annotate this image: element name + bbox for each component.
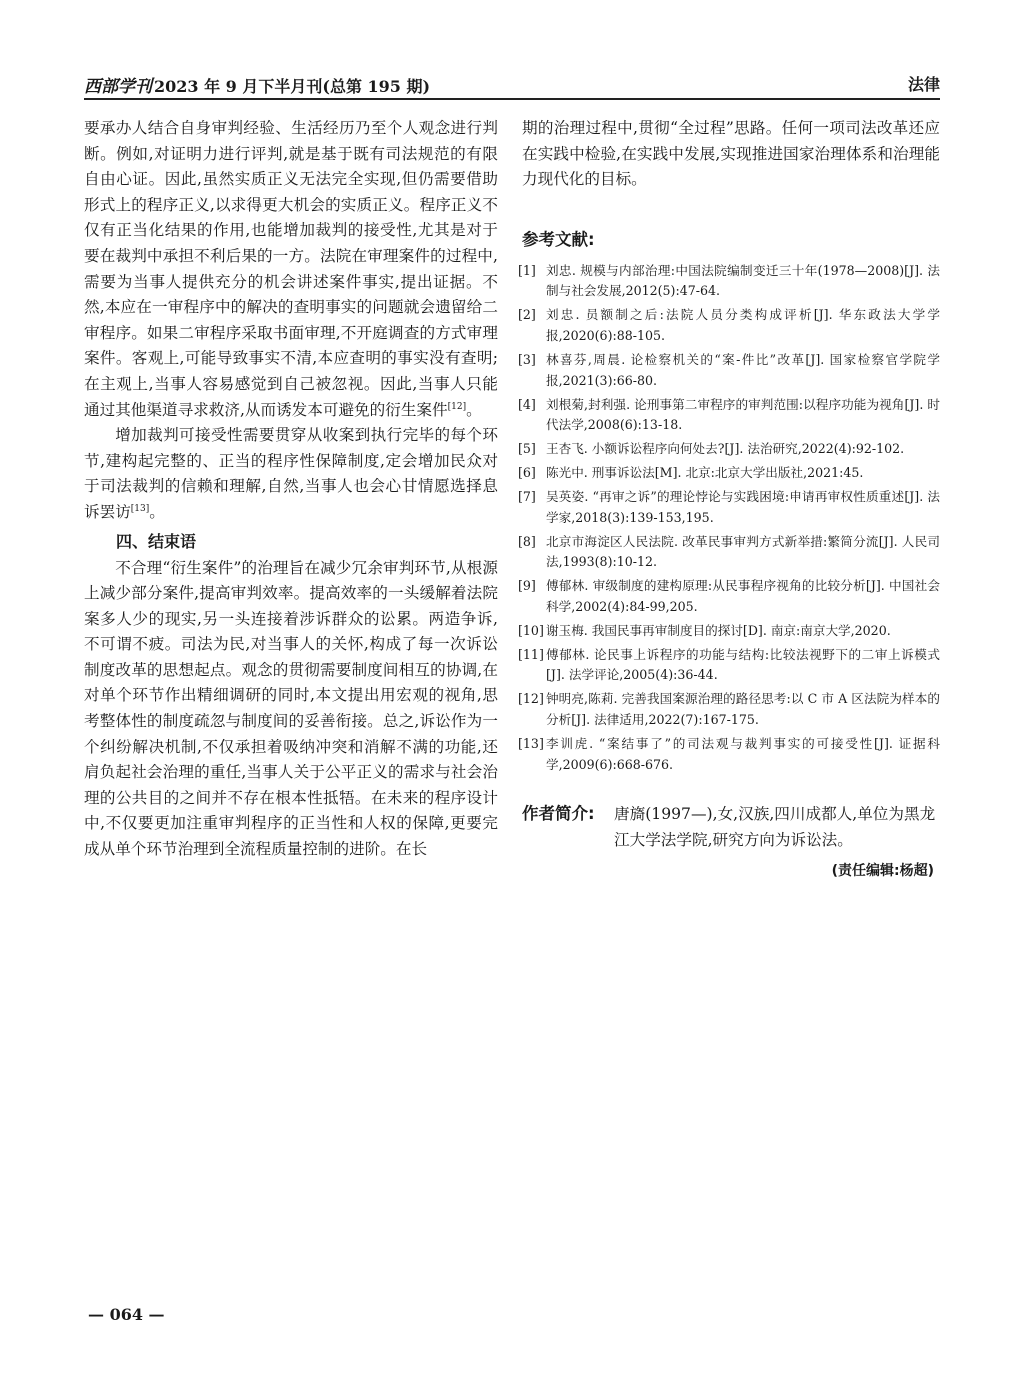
reference-number: [13]: [518, 735, 544, 751]
reference-number: [4]: [518, 396, 536, 412]
reference-number: [5]: [518, 441, 536, 457]
references-heading: 参考文献:: [522, 229, 595, 249]
reference-text: 王杏飞. 小额诉讼程序向何处去?[J]. 法治研究,2022(4):92-102.: [546, 441, 905, 457]
author-text: 唐旖(1997—),女,汉族,四川成都人,单位为黑龙江大学法学院,研究方向为诉讼法。: [614, 805, 936, 850]
responsible-editor: (责任编辑:杨超): [831, 863, 934, 880]
reference-number: [3]: [518, 351, 536, 367]
paragraph: 期的治理过程中,贯彻“全过程”思路。任何一项司法改革还应在实践中检验,在实践中发展,实现推进国家治理体系和治理能力现代化的目标。: [522, 119, 940, 189]
paragraph: 要承办人结合自身审判经验、生活经历乃至个人观念进行判断。例如,对证明力进行评判,就是基于既有司法规范的有限自由心证。因此,虽然实质正义无法完全实现,但仍需要借助形式上的程序正义,以求得更大机会的实质正义。程序正义不仅有正当化结果的作用,也能增加裁判的接受性,尤其是对于要在裁判中承担不利后果的一方。法院在审理案件的过程中,需要为当事人提供充分的机会讲述案件事实,提出证据。不然,本应在一审程序中的解决的查明事实的问题就会遗留给二审程序。如果二审程序采取书面审理,不开庭调查的方式审理案件。客观上,可能导致事实不清,本应查明的事实没有查明;在主观上,当事人容易感觉到自己被忽视。因此,当事人只能通过其他渠道寻求救济,从而诱发本可避免的衍生案件[12]。: [84, 119, 498, 419]
journal-title: [84, 72, 430, 97]
reference-text: 谢玉梅. 我国民事再审制度目的探讨[D]. 南京:南京大学,2020.: [546, 622, 891, 638]
paragraph: 不合理“衍生案件”的治理旨在减少冗余审判环节,从根源上减少部分案件,提高审判效率。提高效率的一头缓解着法院案多人少的现实,另一头连接着涉诉群众的讼累。两造争诉,不可谓不疲。司法为民,对当事人的关怀,构成了每一次诉讼制度改革的思想起点。观念的贯彻需要制度间相互的协调,在对单个环节作出精细调研的同时,本文提出用宏观的视角,思考整体性的制度疏忽与制度间的妥善衔接。总之,诉讼作为一个纠纷解决机制,不仅承担着吸纳冲突和消解不满的功能,还肩负起社会治理的重任,当事人关于公平正义的需求与社会治理的公共目的之间并不存在根本性抵牾。在未来的程序设计中,不仅要更加注重审判程序的正当性和人权的保障,更要完成从单个环节治理到全流程质量控制的进阶。在长: [84, 558, 498, 859]
reference-item: [518, 734, 940, 775]
reference-number: [9]: [518, 578, 536, 594]
reference-item: [518, 350, 940, 391]
section-heading: 四、结束语: [116, 531, 197, 551]
section-name: 法律: [907, 75, 940, 94]
citation-ref: [12]: [447, 401, 467, 412]
citation-ref: [13]: [130, 503, 150, 514]
reference-number: [12]: [518, 691, 544, 707]
reference-number: [2]: [518, 307, 536, 323]
journal-logo: 西部学刊: [84, 77, 152, 97]
reference-item: [518, 645, 940, 686]
reference-text: 李训虎. “案结事了”的司法观与裁判事实的可接受性[J]. 证据科学,2009(6):668-676.: [546, 735, 940, 772]
reference-number: [1]: [518, 262, 536, 278]
reference-number: [8]: [518, 533, 536, 549]
reference-text: 林喜芬,周晨. 论检察机关的“案-件比”改革[J]. 国家检察官学院学报,2021(3):66-80.: [546, 351, 940, 388]
reference-text: 刘根菊,封利强. 论刑事第二审程序的审判范围:以程序功能为视角[J]. 时代法学,2008(6):13-18.: [546, 396, 940, 433]
reference-number: [6]: [518, 465, 536, 481]
page-header: [84, 68, 940, 100]
reference-item: [518, 532, 940, 573]
author-label: 作者简介:: [522, 804, 595, 824]
page-number: — 064 —: [88, 1305, 165, 1324]
reference-item: [518, 305, 940, 346]
reference-number: [7]: [518, 489, 536, 505]
reference-number: [10]: [518, 622, 544, 638]
reference-list: [518, 261, 940, 775]
reference-text: 陈光中. 刑事诉讼法[M]. 北京:北京大学出版社,2021:45.: [546, 465, 864, 481]
reference-item: [518, 576, 940, 617]
right-column: [518, 116, 940, 883]
reference-text: 刘忠. 员额制之后:法院人员分类构成评析[J]. 华东政法大学学报,2020(6):88-105.: [546, 307, 940, 343]
reference-item: [518, 621, 940, 642]
reference-text: 吴英姿. “再审之诉”的理论悖论与实践困境:申请再审权性质重述[J]. 法学家,2018(3):139-153,195.: [546, 489, 940, 525]
reference-item: [518, 395, 940, 436]
paragraph: 增加裁判可接受性需要贯穿从收案到执行完毕的每个环节,建构起完整的、正当的程序性保障制度,定会增加民众对于司法裁判的信赖和理解,自然,当事人也会心甘情愿选择息诉罢访[13]。: [84, 426, 498, 521]
reference-text: 傅郁林. 审级制度的建构原理:从民事程序视角的比较分析[J]. 中国社会科学,2002(4):84-99,205.: [546, 578, 940, 614]
author-bio: [522, 801, 940, 853]
reference-number: [11]: [518, 646, 544, 662]
reference-text: 北京市海淀区人民法院. 改革民事审判方式新举措:繁简分流[J]. 人民司法,1993(8):10-12.: [546, 533, 940, 570]
journal-issue: 2023 年 9 月下半月刊(总第 195 期): [154, 77, 431, 96]
reference-item: [518, 261, 940, 302]
reference-text: 钟明亮,陈莉. 完善我国案源治理的路径思考:以 C 市 A 区法院为样本的分析[J]. 法律适用,2022(7):167-175.: [546, 691, 940, 727]
reference-item: [518, 689, 940, 730]
left-column: [84, 116, 498, 863]
reference-text: 傅郁林. 论民事上诉程序的功能与结构:比较法视野下的二审上诉模式[J]. 法学评论,2005(4):36-44.: [546, 646, 940, 683]
reference-item: [518, 463, 940, 484]
reference-item: [518, 487, 940, 528]
reference-item: [518, 439, 940, 460]
reference-text: 刘忠. 规模与内部治理:中国法院编制变迁三十年(1978—2008)[J]. 法制与社会发展,2012(5):47-64.: [546, 262, 940, 299]
